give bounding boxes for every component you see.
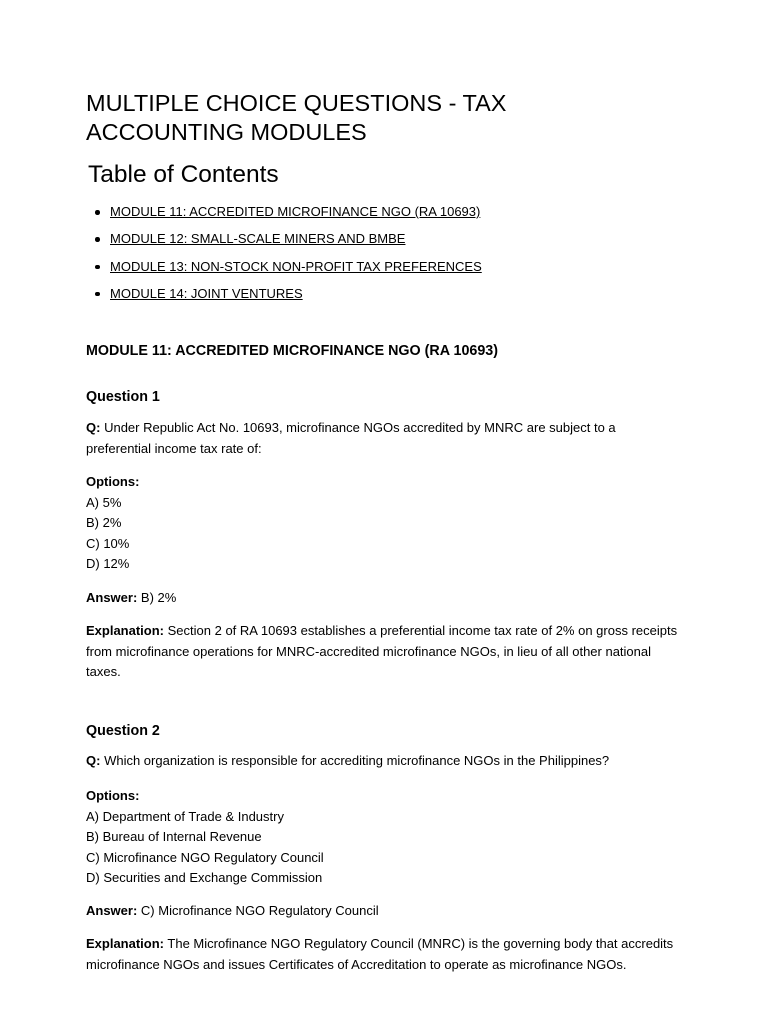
toc-item — [110, 258, 482, 285]
option-item: A) 5% — [86, 494, 122, 510]
options-block — [86, 472, 686, 575]
q-label: Q: — [86, 420, 101, 435]
explanation-text — [86, 934, 686, 975]
answer-label: Answer: — [86, 590, 138, 605]
toc-link-module-11[interactable]: MODULE 11: ACCREDITED MICROFINANCE NGO (RA 10693) — [110, 204, 481, 219]
document-title: MULTIPLE CHOICE QUESTIONS - TAX ACCOUNTING MODULES — [86, 90, 507, 145]
toc-link-module-14[interactable]: MODULE 14: JOINT VENTURES — [110, 285, 303, 301]
option-item: A) Department of Trade & Industry — [86, 808, 284, 824]
explanation-body: The Microfinance NGO Regulatory Council (MNRC) is the governing body that accredits microfinance NGOs and issues Certificates of Accreditation to operate as microfinance NGOs. — [86, 936, 674, 972]
toc-link-module-13[interactable]: MODULE 13: NON-STOCK NON-PROFIT TAX PREFERENCES — [110, 258, 482, 274]
toc-item — [110, 203, 482, 230]
toc-item — [110, 230, 482, 257]
answer-line — [86, 901, 686, 922]
answer-value: B) 2% — [140, 590, 177, 605]
question-body: Under Republic Act No. 10693, microfinance NGOs accredited by MNRC are subject to a preferential income tax rate of: — [86, 420, 616, 456]
explanation-text — [86, 621, 686, 683]
options-block — [86, 786, 686, 889]
module-heading: MODULE 11: ACCREDITED MICROFINANCE NGO (RA 10693) — [86, 343, 499, 359]
question-body: Which organization is responsible for accrediting microfinance NGOs in the Philippines? — [104, 753, 610, 768]
toc-item — [110, 285, 482, 312]
question-heading: Question 1 — [86, 389, 160, 405]
option-item: D) 12% — [86, 556, 130, 572]
option-item: B) 2% — [86, 515, 122, 531]
answer-line — [86, 588, 686, 609]
question-heading: Question 2 — [86, 723, 160, 739]
option-item: B) Bureau of Internal Revenue — [86, 829, 262, 845]
toc-link-module-12[interactable]: MODULE 12: SMALL-SCALE MINERS AND BMBE — [110, 231, 406, 247]
answer-label: Answer: — [86, 903, 138, 918]
option-item: C) 10% — [86, 535, 130, 551]
question-text — [86, 418, 646, 459]
options-label: Options: — [86, 788, 140, 803]
option-item: D) Securities and Exchange Commission — [86, 870, 323, 886]
option-item: C) Microfinance NGO Regulatory Council — [86, 849, 324, 865]
answer-value: C) Microfinance NGO Regulatory Council — [140, 903, 379, 918]
explanation-body: Section 2 of RA 10693 establishes a preferential income tax rate of 2% on gross receipts from microfinance operations for MNRC-accredited microfinance NGOs, in lieu of all other national taxes. — [86, 623, 678, 680]
table-of-contents — [110, 203, 482, 312]
toc-heading: Table of Contents — [88, 161, 279, 188]
q-label: Q: — [86, 753, 101, 768]
options-label: Options: — [86, 474, 140, 489]
explanation-label: Explanation: — [86, 623, 165, 638]
explanation-label: Explanation: — [86, 936, 165, 951]
question-text — [86, 751, 686, 772]
